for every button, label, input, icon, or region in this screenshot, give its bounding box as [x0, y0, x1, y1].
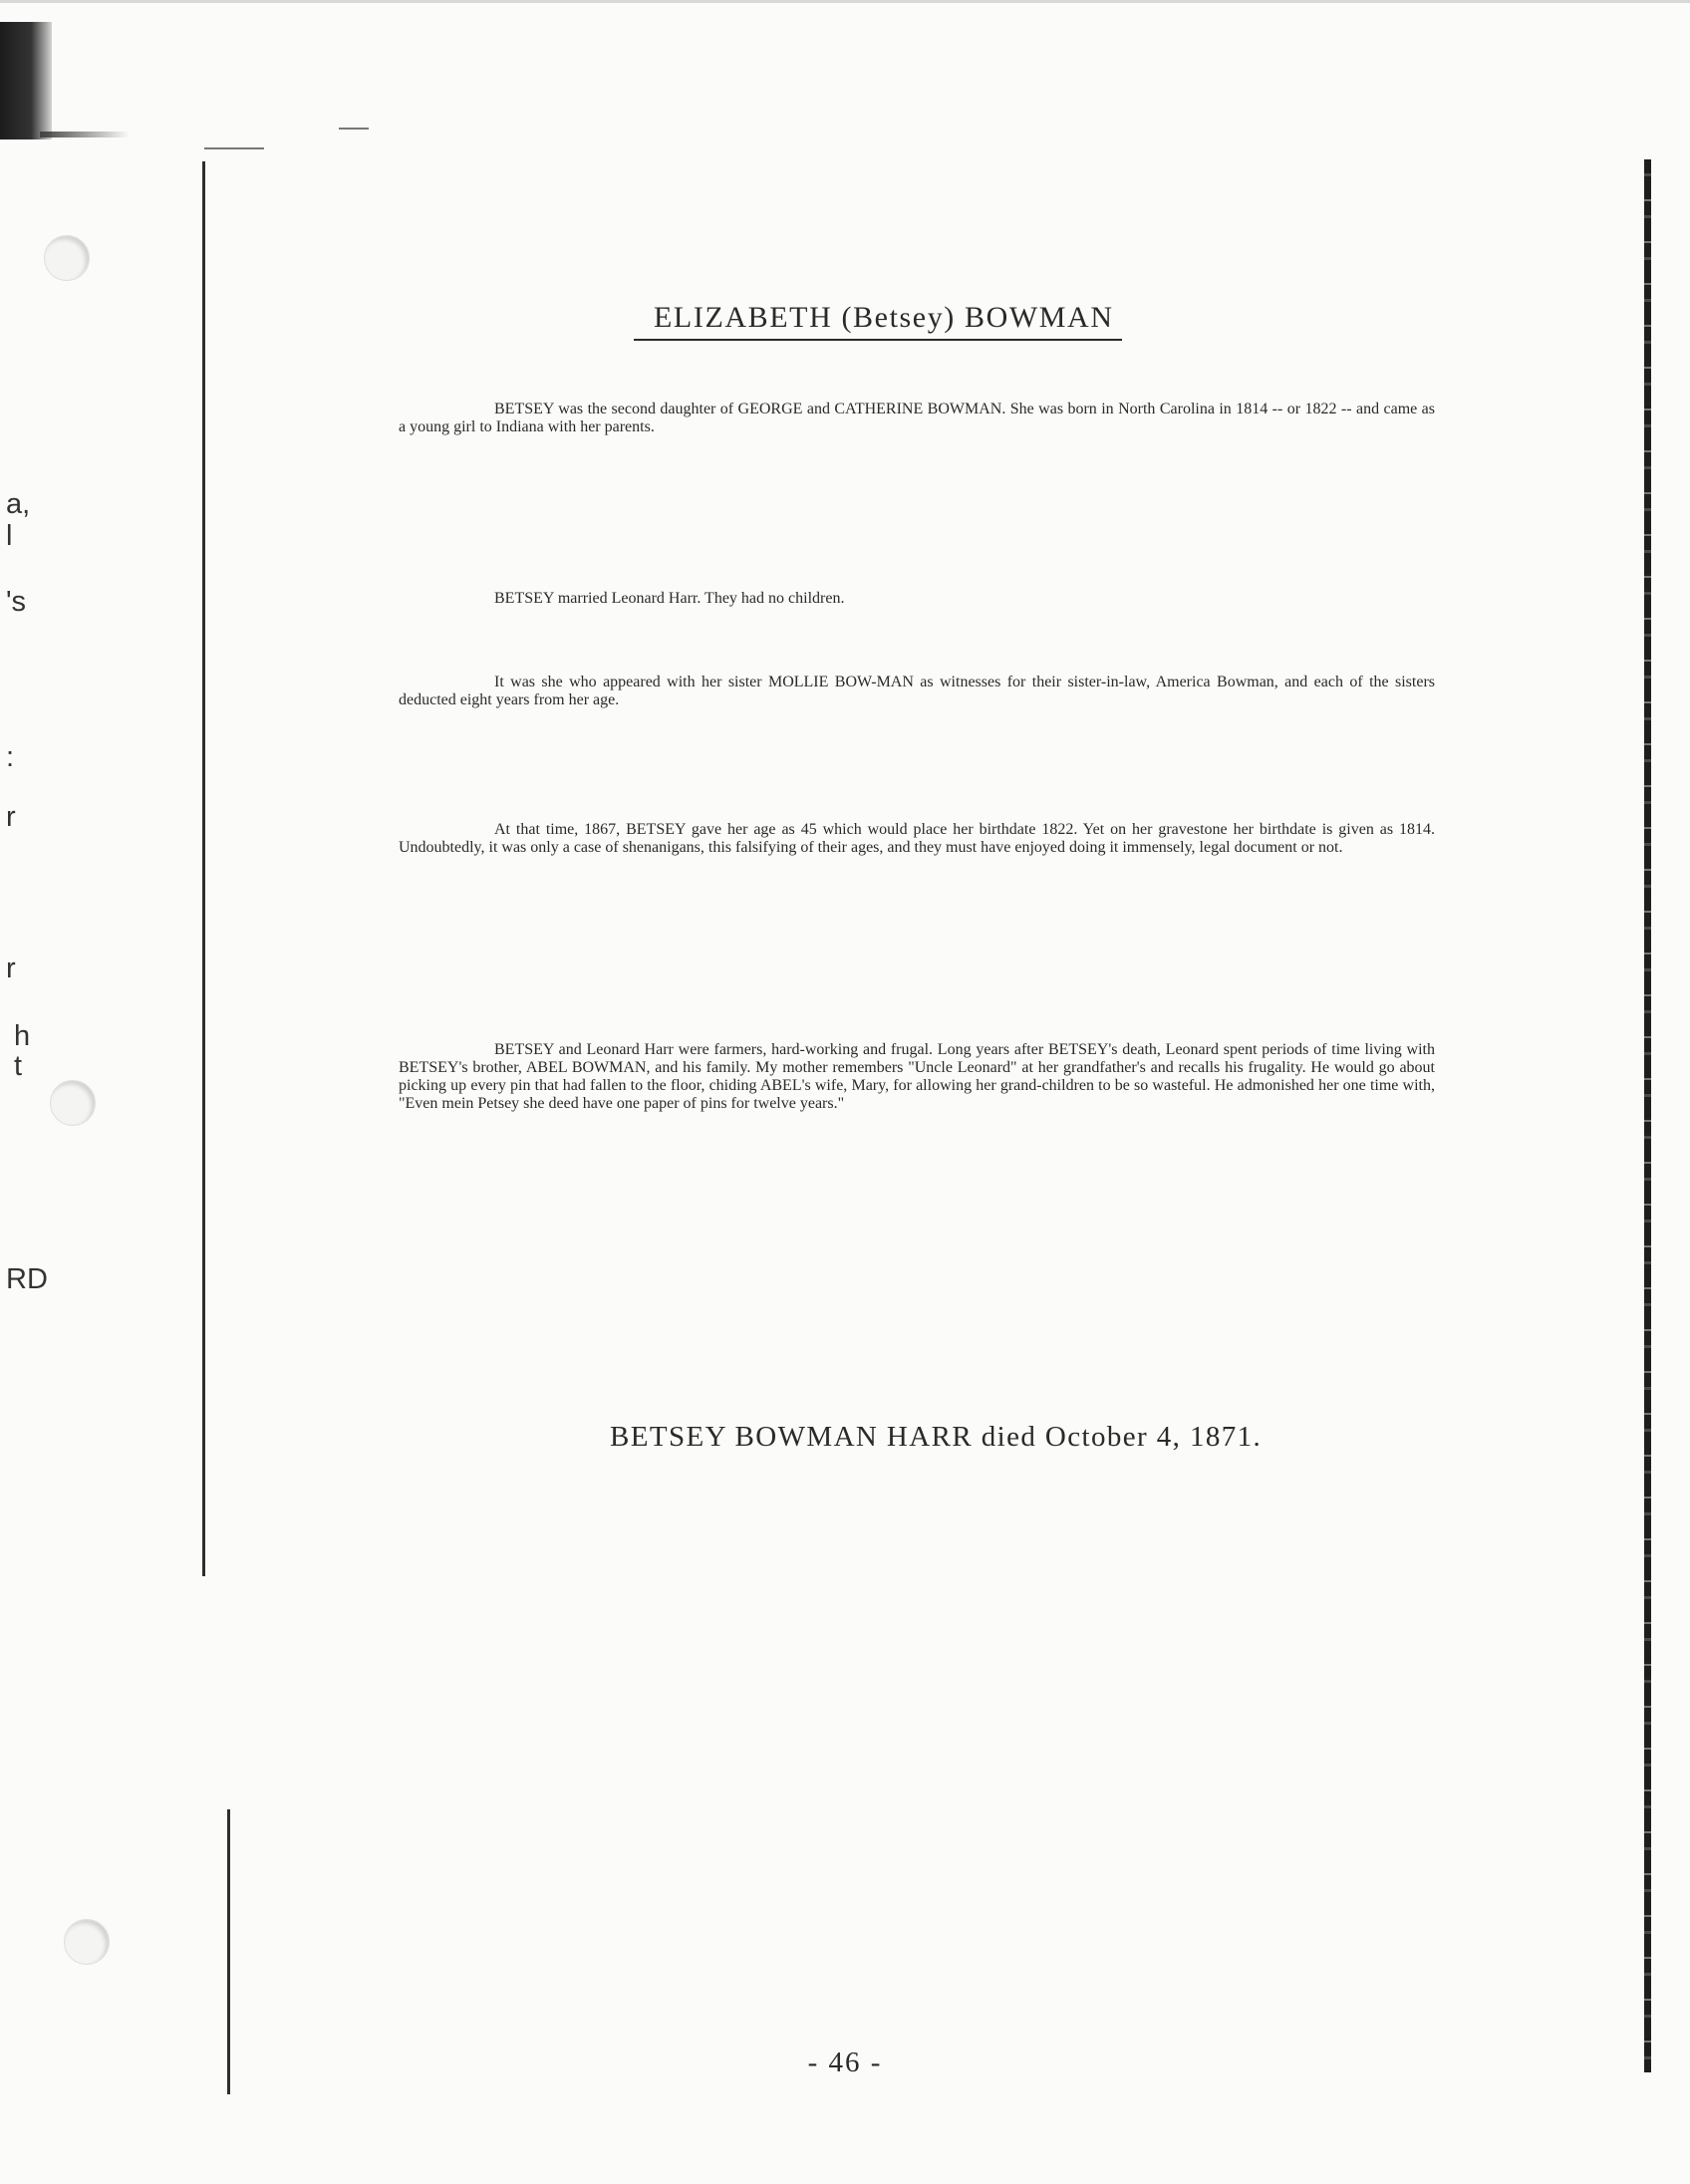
- previous-page-fragment: a,: [6, 488, 31, 520]
- scan-smudge: [0, 22, 52, 139]
- previous-page-fragment: :: [6, 741, 15, 773]
- scan-smudge-tail: [40, 132, 130, 137]
- binder-hole-top: [44, 235, 90, 281]
- paragraph: It was she who appeared with her sister MOLLIE BOW-MAN as witnesses for their sister-in-law, America Bowman, and each of the sisters deducted eight years from her age.: [399, 674, 1435, 708]
- scan-dash: [339, 128, 369, 130]
- paragraph: BETSEY was the second daughter of GEORGE and CATHERINE BOWMAN. She was born in North Carolina in 1814 -- or 1822 -- and came as a young girl to Indiana with her parents.: [399, 401, 1435, 435]
- page-title: ELIZABETH (Betsey) BOWMAN: [634, 301, 1122, 341]
- page-number: - 46 -: [807, 2047, 883, 2078]
- binder-hole-middle: [50, 1080, 96, 1126]
- paragraph: BETSEY married Leonard Harr. They had no children.: [494, 590, 845, 607]
- paragraph: BETSEY and Leonard Harr were farmers, hard-working and frugal. Long years after BETSEY's death, Leonard spent periods of time living with BETSEY's brother, ABEL BOWMAN, and his family. My mother remembers "Uncle Leonard" at her grandfather's and recalls his frugality. He would go about picking up every pin that had fallen to the floor, chiding ABEL's wife, Mary, for allowing her grand-children to be so wasteful. He admonished her one time with, "Even mein Petsey she deed have one paper of pins for twelve years.": [399, 1041, 1435, 1112]
- previous-page-fragment: l: [6, 520, 13, 552]
- previous-page-fragment: r: [6, 801, 16, 833]
- previous-page-fragment: 's: [6, 586, 27, 618]
- previous-page-fragment: RD: [6, 1263, 48, 1295]
- closing-line: BETSEY BOWMAN HARR died October 4, 1871.: [610, 1421, 1263, 1453]
- previous-page-fragment: r: [6, 953, 16, 984]
- previous-page-fragment: h: [14, 1020, 31, 1052]
- left-margin-rule: [202, 161, 205, 1576]
- previous-page-fragment: t: [14, 1050, 23, 1082]
- binder-hole-bottom: [64, 1919, 110, 1965]
- right-margin-rule: [1644, 159, 1651, 2072]
- page-top-edge: [0, 0, 1690, 3]
- scan-dash: [204, 147, 264, 149]
- paragraph: At that time, 1867, BETSEY gave her age as 45 which would place her birthdate 1822. Yet on her gravestone her birthdate is given as 1814. Undoubtedly, it was only a case of shenanigans, this falsifying of their ages, and they must have enjoyed doing it immensely, legal document or not.: [399, 821, 1435, 856]
